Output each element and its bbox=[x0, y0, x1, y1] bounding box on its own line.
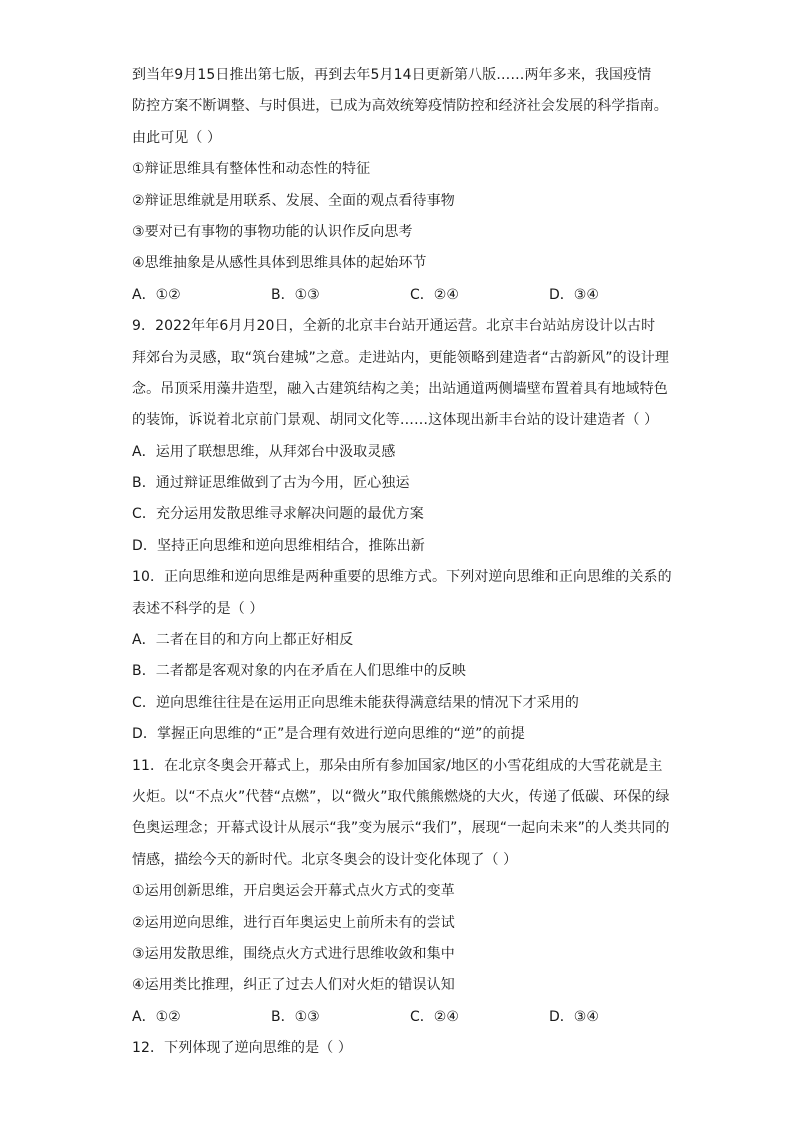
option-a: A．①② bbox=[132, 1008, 181, 1025]
choice-a: A．二者在目的和方向上都正好相反 bbox=[132, 632, 354, 649]
choice-a: A．运用了联想思维，从拜郊台中汲取灵感 bbox=[132, 443, 396, 460]
choice-d: D．坚持正向思维和逆向思维相结合，推陈出新 bbox=[132, 537, 425, 554]
question-text-line: 拜郊台为灵感，取“筑台建城”之意。走进站内，更能领略到建造者“古韵新风”的设计理 bbox=[132, 349, 670, 366]
question-text-line: 火炬。以“不点火”代替“点燃”，以“微火”取代熊熊燃烧的大火，传递了低碳、环保的绿 bbox=[132, 788, 670, 805]
option-b: B．①③ bbox=[271, 286, 320, 303]
statement-item: ②运用逆向思维，进行百年奥运史上前所未有的尝试 bbox=[132, 914, 455, 931]
statement-item: ②辩证思维就是用联系、发展、全面的观点看待事物 bbox=[132, 192, 455, 209]
question-text-line: 念。吊顶采用藻井造型，融入古建筑结构之美；出站通道两侧墙壁布置着具有地域特色 bbox=[132, 380, 668, 397]
statement-item: ④运用类比推理，纠正了过去人们对火炬的错误认知 bbox=[132, 977, 455, 994]
statement-item: ①辩证思维具有整体性和动态性的特征 bbox=[132, 161, 371, 178]
statement-item: ④思维抽象是从感性具体到思维具体的起始环节 bbox=[132, 255, 427, 272]
choice-d: D．掌握正向思维的“正”是合理有效进行逆向思维的“逆”的前提 bbox=[132, 726, 525, 743]
question-text-line: 10．正向思维和逆向思维是两种重要的思维方式。下列对逆向思维和正向思维的关系的 bbox=[132, 569, 672, 586]
option-b: B．①③ bbox=[271, 1008, 320, 1025]
question-12 bbox=[132, 1033, 672, 1064]
question-text-line: 表述不科学的是（ ） bbox=[132, 600, 264, 617]
question-11 bbox=[132, 751, 672, 1034]
question-text-line: 由此可见（ ） bbox=[132, 129, 222, 146]
question-text-line: 色奥运理念；开幕式设计从展示“我”变为展示“我们”，展现“一起向未来”的人类共同的 bbox=[132, 820, 670, 837]
statement-item: ③运用发散思维，围绕点火方式进行思维收敛和集中 bbox=[132, 945, 455, 962]
choice-b: B．二者都是客观对象的内在矛盾在人们思维中的反映 bbox=[132, 663, 467, 680]
option-d: D．③④ bbox=[549, 286, 599, 303]
question-9 bbox=[132, 311, 672, 562]
question-text-line: 情感，描绘今天的新时代。北京冬奥会的设计变化体现了（ ） bbox=[132, 851, 518, 868]
question-text-line: 9．2022年年6月月20日，全新的北京丰台站开通运营。北京丰台站站房设计以古时 bbox=[132, 318, 656, 335]
answer-options bbox=[132, 280, 672, 311]
choice-c: C．充分运用发散思维寻求解决问题的最优方案 bbox=[132, 506, 424, 523]
question-text-line: 的装饰，诉说着北京前门景观、胡同文化等……这体现出新丰台站的设计建造者（ ） bbox=[132, 412, 659, 429]
statement-item: ③要对已有事物的事物功能的认识作反向思考 bbox=[132, 223, 413, 240]
question-text-line: 防控方案不断调整、与时俱进，已成为高效统筹疫情防控和经济社会发展的科学指南。 bbox=[132, 98, 668, 115]
option-c: C．②④ bbox=[410, 1008, 459, 1025]
choice-b: B．通过辩证思维做到了古为今用，匠心独运 bbox=[132, 475, 410, 492]
option-a: A．①② bbox=[132, 286, 181, 303]
statement-item: ①运用创新思维，开启奥运会开幕式点火方式的变革 bbox=[132, 883, 455, 900]
answer-options bbox=[132, 1002, 672, 1033]
question-text-line: 12．下列体现了逆向思维的是（ ） bbox=[132, 1040, 352, 1057]
question-8 bbox=[132, 60, 672, 311]
choice-c: C．逆向思维往往是在运用正向思维未能获得满意结果的情况下才采用的 bbox=[132, 694, 579, 711]
question-text-line: 到当年9月15日推出第七版，再到去年5月14日更新第八版……两年多来，我国疫情 bbox=[132, 67, 652, 83]
page-content bbox=[132, 60, 672, 1065]
question-10 bbox=[132, 562, 672, 750]
option-c: C．②④ bbox=[410, 286, 459, 303]
option-d: D．③④ bbox=[549, 1008, 599, 1025]
question-text-line: 11．在北京冬奥会开幕式上，那朵由所有参加国家/地区的小雪花组成的大雪花就是主 bbox=[132, 757, 663, 774]
